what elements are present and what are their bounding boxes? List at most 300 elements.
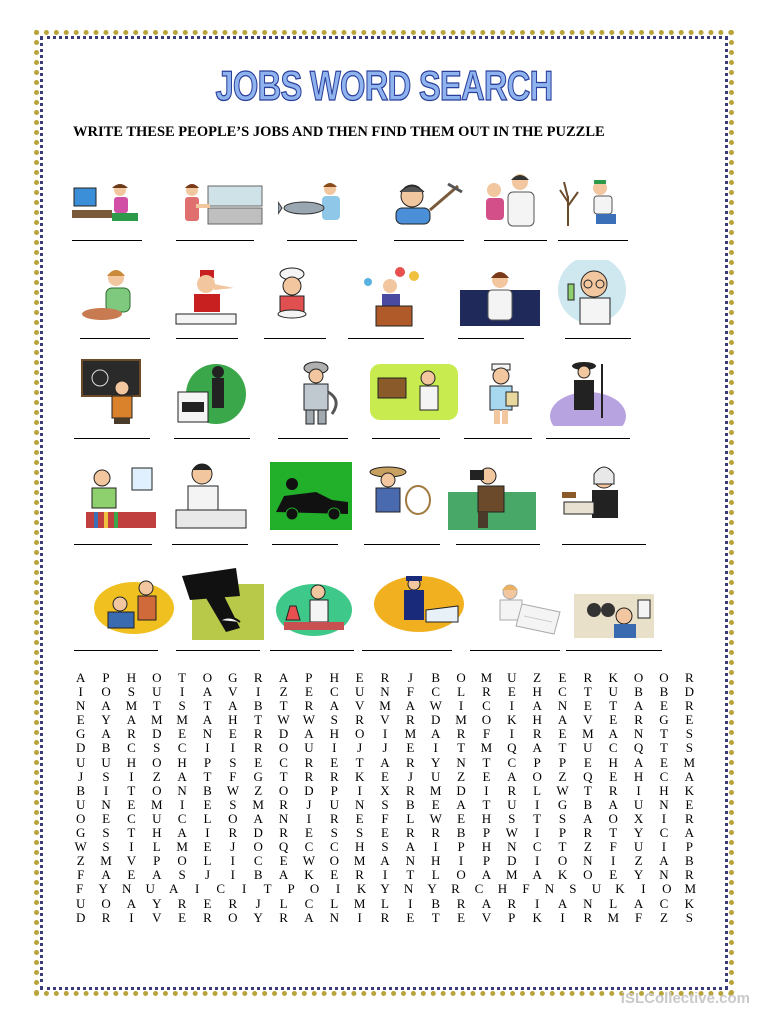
grid-letter[interactable]: E <box>254 754 263 770</box>
grid-letter[interactable]: P <box>508 909 516 925</box>
grid-letter[interactable]: K <box>356 881 367 897</box>
grid-letter[interactable]: N <box>659 867 669 883</box>
grid-letter[interactable]: G <box>557 796 568 812</box>
grid-letter[interactable]: T <box>659 726 668 742</box>
grid-letter[interactable]: D <box>152 726 162 742</box>
grid-letter[interactable]: C <box>127 740 136 756</box>
grid-letter[interactable]: S <box>229 796 237 812</box>
grid-letter[interactable]: H <box>152 825 162 841</box>
grid-letter[interactable]: P <box>558 825 567 841</box>
grid-letter[interactable]: D <box>456 782 466 798</box>
grid-letter[interactable]: L <box>533 782 542 798</box>
grid-letter[interactable]: U <box>152 684 162 700</box>
grid-letter[interactable]: R <box>380 670 390 685</box>
grid-letter[interactable]: V <box>228 684 238 700</box>
grid-letter[interactable]: I <box>357 909 362 925</box>
grid-letter[interactable]: D <box>684 684 694 700</box>
grid-letter[interactable]: A <box>278 867 289 883</box>
answer-line[interactable] <box>470 650 560 651</box>
grid-letter[interactable]: Q <box>507 740 517 756</box>
answer-line[interactable] <box>287 240 357 241</box>
grid-letter[interactable]: N <box>544 881 555 897</box>
grid-letter[interactable]: R <box>684 698 694 714</box>
grid-letter[interactable]: E <box>178 909 187 925</box>
grid-letter[interactable]: B <box>253 867 263 883</box>
grid-letter[interactable]: I <box>534 895 540 911</box>
grid-letter[interactable]: I <box>129 909 134 925</box>
grid-letter[interactable]: H <box>126 670 137 685</box>
grid-letter[interactable]: Y <box>427 881 437 897</box>
grid-letter[interactable]: O <box>456 867 466 883</box>
grid-letter[interactable]: S <box>102 839 110 855</box>
grid-letter[interactable]: I <box>661 839 667 855</box>
grid-letter[interactable]: J <box>78 768 84 784</box>
grid-letter[interactable]: U <box>507 796 517 812</box>
answer-line[interactable] <box>464 438 532 439</box>
grid-letter[interactable]: E <box>330 754 339 770</box>
grid-letter[interactable]: Y <box>101 712 111 728</box>
grid-letter[interactable]: R <box>583 909 593 925</box>
answer-line[interactable] <box>74 438 150 439</box>
grid-letter[interactable]: C <box>659 895 669 911</box>
grid-letter[interactable]: A <box>608 796 618 812</box>
grid-letter[interactable]: B <box>456 825 466 841</box>
grid-letter[interactable]: N <box>329 909 339 925</box>
grid-letter[interactable]: F <box>77 867 85 883</box>
grid-letter[interactable]: C <box>253 853 263 869</box>
grid-letter[interactable]: L <box>203 810 212 826</box>
grid-letter[interactable]: R <box>634 712 643 728</box>
answer-line[interactable] <box>562 544 646 545</box>
grid-letter[interactable]: K <box>608 670 618 685</box>
grid-letter[interactable]: W <box>277 712 290 728</box>
grid-letter[interactable]: R <box>431 825 441 841</box>
grid-letter[interactable]: E <box>203 796 212 812</box>
grid-letter[interactable]: N <box>557 698 568 714</box>
grid-letter[interactable]: T <box>431 909 440 925</box>
grid-letter[interactable]: R <box>355 867 364 883</box>
grid-letter[interactable]: E <box>203 895 212 911</box>
grid-letter[interactable]: Z <box>558 768 567 784</box>
grid-letter[interactable]: Z <box>279 684 288 700</box>
grid-letter[interactable]: A <box>253 810 263 826</box>
grid-letter[interactable]: K <box>354 768 365 784</box>
grid-letter[interactable]: G <box>659 712 669 728</box>
grid-letter[interactable]: E <box>558 726 567 742</box>
grid-letter[interactable]: O <box>659 670 669 685</box>
grid-letter[interactable]: A <box>684 768 694 784</box>
grid-letter[interactable]: M <box>176 839 188 855</box>
grid-letter[interactable]: K <box>532 909 542 925</box>
grid-letter[interactable]: C <box>507 754 517 770</box>
grid-letter[interactable]: M <box>684 881 697 897</box>
grid-letter[interactable]: P <box>685 839 693 855</box>
grid-letter[interactable]: J <box>382 740 388 756</box>
grid-letter[interactable]: V <box>126 853 137 869</box>
answer-line[interactable] <box>364 544 440 545</box>
grid-letter[interactable]: I <box>433 839 438 855</box>
grid-letter[interactable]: E <box>304 684 313 700</box>
grid-letter[interactable]: A <box>405 698 416 714</box>
grid-letter[interactable]: A <box>304 909 314 925</box>
grid-letter[interactable]: R <box>406 782 415 798</box>
grid-letter[interactable]: M <box>607 909 619 925</box>
grid-letter[interactable]: C <box>329 684 339 700</box>
grid-letter[interactable]: H <box>177 754 187 770</box>
grid-letter[interactable]: S <box>356 825 364 841</box>
grid-letter[interactable]: J <box>230 839 236 855</box>
grid-letter[interactable]: R <box>406 712 415 728</box>
grid-letter[interactable]: G <box>75 825 86 841</box>
grid-letter[interactable]: U <box>152 810 162 826</box>
grid-letter[interactable]: W <box>556 782 569 798</box>
grid-letter[interactable]: W <box>226 782 239 798</box>
grid-letter[interactable]: I <box>179 684 185 700</box>
grid-letter[interactable]: A <box>75 670 86 685</box>
grid-letter[interactable]: I <box>661 810 667 826</box>
grid-letter[interactable]: A <box>126 895 137 911</box>
grid-letter[interactable]: O <box>202 670 213 685</box>
grid-letter[interactable]: I <box>306 810 312 826</box>
grid-letter[interactable]: C <box>474 881 484 897</box>
grid-letter[interactable]: O <box>557 853 568 869</box>
grid-letter[interactable]: S <box>127 684 136 700</box>
grid-letter[interactable]: A <box>557 895 568 911</box>
grid-letter[interactable]: I <box>534 796 540 812</box>
grid-letter[interactable]: R <box>532 726 542 742</box>
grid-letter[interactable]: O <box>662 881 672 897</box>
grid-letter[interactable]: E <box>659 698 668 714</box>
grid-letter[interactable]: I <box>534 853 540 869</box>
grid-letter[interactable]: L <box>609 895 618 911</box>
grid-letter[interactable]: S <box>178 867 186 883</box>
grid-letter[interactable]: H <box>329 726 339 742</box>
grid-letter[interactable]: E <box>431 796 440 812</box>
grid-letter[interactable]: K <box>507 712 517 728</box>
grid-letter[interactable]: A <box>228 698 238 714</box>
grid-letter[interactable]: V <box>583 712 593 728</box>
grid-letter[interactable]: T <box>583 782 592 798</box>
grid-letter[interactable]: O <box>633 670 644 685</box>
grid-letter[interactable]: P <box>287 881 295 897</box>
grid-letter[interactable]: I <box>129 768 134 784</box>
grid-letter[interactable]: E <box>127 867 136 883</box>
grid-letter[interactable]: B <box>583 796 593 812</box>
grid-letter[interactable]: N <box>583 853 593 869</box>
grid-letter[interactable]: R <box>406 825 415 841</box>
grid-letter[interactable]: U <box>633 839 644 855</box>
grid-letter[interactable]: R <box>127 726 136 742</box>
grid-letter[interactable]: U <box>583 740 593 756</box>
grid-letter[interactable]: W <box>74 839 87 855</box>
answer-line[interactable] <box>394 240 464 241</box>
grid-letter[interactable]: H <box>431 853 441 869</box>
grid-letter[interactable]: R <box>253 740 263 756</box>
grid-letter[interactable]: E <box>102 810 111 826</box>
grid-letter[interactable]: O <box>532 768 542 784</box>
grid-letter[interactable]: P <box>305 670 313 685</box>
answer-line[interactable] <box>458 338 524 339</box>
grid-letter[interactable]: D <box>304 782 314 798</box>
grid-letter[interactable]: C <box>329 839 339 855</box>
grid-letter[interactable]: Z <box>583 839 592 855</box>
grid-letter[interactable]: G <box>228 670 238 685</box>
grid-letter[interactable]: A <box>431 726 441 742</box>
grid-letter[interactable]: Q <box>583 768 593 784</box>
grid-letter[interactable]: A <box>101 698 111 714</box>
answer-line[interactable] <box>174 438 250 439</box>
grid-letter[interactable]: I <box>408 895 413 911</box>
grid-letter[interactable]: R <box>684 810 694 826</box>
grid-letter[interactable]: C <box>659 768 669 784</box>
grid-letter[interactable]: E <box>685 796 694 812</box>
grid-letter[interactable]: S <box>569 881 577 897</box>
grid-letter[interactable]: W <box>302 712 316 728</box>
grid-letter[interactable]: L <box>406 810 415 826</box>
grid-letter[interactable]: V <box>380 712 390 728</box>
grid-letter[interactable]: T <box>558 740 567 756</box>
grid-letter[interactable]: J <box>357 740 363 756</box>
grid-letter[interactable]: A <box>659 853 669 869</box>
grid-letter[interactable]: T <box>203 768 212 784</box>
grid-letter[interactable]: K <box>304 867 314 883</box>
answer-line[interactable] <box>362 650 452 651</box>
grid-letter[interactable]: P <box>330 782 338 798</box>
answer-line[interactable] <box>176 650 260 651</box>
grid-letter[interactable]: R <box>406 754 415 770</box>
grid-letter[interactable]: D <box>507 853 517 869</box>
grid-letter[interactable]: S <box>685 726 693 742</box>
grid-letter[interactable]: I <box>509 698 514 714</box>
grid-letter[interactable]: I <box>335 881 341 897</box>
grid-letter[interactable]: O <box>354 726 365 742</box>
grid-letter[interactable]: A <box>168 881 179 897</box>
grid-letter[interactable]: P <box>203 754 212 770</box>
grid-letter[interactable]: S <box>685 740 693 756</box>
grid-letter[interactable]: R <box>507 895 517 911</box>
grid-letter[interactable]: E <box>355 810 364 826</box>
grid-letter[interactable]: S <box>178 698 186 714</box>
grid-letter[interactable]: T <box>609 698 618 714</box>
grid-letter[interactable]: K <box>684 895 694 911</box>
grid-letter[interactable]: C <box>279 754 288 770</box>
answer-line[interactable] <box>546 438 630 439</box>
grid-letter[interactable]: C <box>659 825 669 841</box>
grid-letter[interactable]: B <box>431 895 441 911</box>
grid-letter[interactable]: A <box>507 768 517 784</box>
grid-letter[interactable]: U <box>75 895 86 911</box>
grid-letter[interactable]: T <box>254 712 263 728</box>
grid-letter[interactable]: R <box>329 810 339 826</box>
grid-letter[interactable]: V <box>481 909 492 925</box>
grid-letter[interactable]: D <box>431 712 441 728</box>
grid-letter[interactable]: O <box>608 810 618 826</box>
grid-letter[interactable]: O <box>278 740 289 756</box>
grid-letter[interactable]: N <box>202 726 213 742</box>
grid-letter[interactable]: U <box>507 670 517 685</box>
grid-letter[interactable]: R <box>177 895 187 911</box>
grid-letter[interactable]: U <box>75 796 86 812</box>
grid-letter[interactable]: A <box>101 726 111 742</box>
grid-letter[interactable]: R <box>101 909 111 925</box>
grid-letter[interactable]: R <box>228 825 238 841</box>
grid-letter[interactable]: B <box>203 782 212 798</box>
grid-letter[interactable]: R <box>456 726 466 742</box>
grid-letter[interactable]: Z <box>152 768 161 784</box>
grid-letter[interactable]: X <box>633 810 644 826</box>
grid-letter[interactable]: E <box>355 670 364 685</box>
grid-letter[interactable]: N <box>507 839 517 855</box>
grid-letter[interactable]: E <box>482 768 491 784</box>
grid-letter[interactable]: Z <box>457 768 466 784</box>
grid-letter[interactable]: I <box>103 782 109 798</box>
grid-letter[interactable]: S <box>153 740 161 756</box>
grid-letter[interactable]: L <box>330 895 339 911</box>
grid-letter[interactable]: O <box>75 810 86 826</box>
grid-letter[interactable]: J <box>255 895 261 911</box>
grid-letter[interactable]: E <box>76 712 85 728</box>
grid-letter[interactable]: F <box>381 810 389 826</box>
grid-letter[interactable]: R <box>608 782 618 798</box>
grid-letter[interactable]: M <box>506 867 518 883</box>
grid-letter[interactable]: P <box>533 754 541 770</box>
grid-letter[interactable]: S <box>229 754 237 770</box>
grid-letter[interactable]: T <box>127 782 136 798</box>
grid-letter[interactable]: I <box>560 909 565 925</box>
grid-letter[interactable]: I <box>129 839 134 855</box>
grid-letter[interactable]: O <box>583 867 593 883</box>
grid-letter[interactable]: A <box>177 768 187 784</box>
grid-letter[interactable]: A <box>405 839 416 855</box>
grid-letter[interactable]: R <box>456 895 466 911</box>
grid-letter[interactable]: A <box>126 712 137 728</box>
answer-line[interactable] <box>176 338 238 339</box>
grid-letter[interactable]: I <box>256 684 261 700</box>
grid-letter[interactable]: B <box>253 698 263 714</box>
answer-line[interactable] <box>270 650 354 651</box>
grid-letter[interactable]: Y <box>152 895 162 911</box>
answer-line[interactable] <box>176 240 254 241</box>
grid-letter[interactable]: I <box>230 867 235 883</box>
grid-letter[interactable]: A <box>481 895 492 911</box>
grid-letter[interactable]: A <box>532 740 542 756</box>
answer-line[interactable] <box>272 544 338 545</box>
grid-letter[interactable]: D <box>75 909 86 925</box>
word-search-grid[interactable] <box>68 671 702 925</box>
grid-letter[interactable]: H <box>329 670 339 685</box>
grid-letter[interactable]: O <box>228 909 238 925</box>
grid-letter[interactable]: C <box>177 740 187 756</box>
grid-letter[interactable]: J <box>407 670 413 685</box>
grid-letter[interactable]: O <box>309 881 320 897</box>
grid-letter[interactable]: R <box>279 796 288 812</box>
grid-letter[interactable]: T <box>533 810 542 826</box>
grid-letter[interactable]: I <box>636 782 641 798</box>
grid-letter[interactable]: Q <box>633 740 644 756</box>
grid-letter[interactable]: T <box>482 796 491 812</box>
answer-line[interactable] <box>566 650 662 651</box>
grid-letter[interactable]: V <box>152 909 162 925</box>
grid-letter[interactable]: L <box>381 895 389 911</box>
grid-letter[interactable]: P <box>558 754 567 770</box>
grid-letter[interactable]: P <box>457 839 465 855</box>
grid-letter[interactable]: O <box>152 670 162 685</box>
grid-letter[interactable]: O <box>101 895 111 911</box>
grid-letter[interactable]: A <box>329 698 339 714</box>
grid-letter[interactable]: E <box>279 853 288 869</box>
grid-letter[interactable]: O <box>152 754 162 770</box>
grid-letter[interactable]: O <box>101 684 111 700</box>
grid-letter[interactable]: Y <box>98 881 108 897</box>
grid-letter[interactable]: H <box>497 881 508 897</box>
grid-letter[interactable]: U <box>329 796 339 812</box>
grid-letter[interactable]: F <box>609 839 617 855</box>
grid-letter[interactable]: C <box>608 740 618 756</box>
grid-letter[interactable]: O <box>329 853 339 869</box>
grid-letter[interactable]: C <box>532 839 542 855</box>
grid-letter[interactable]: M <box>252 796 264 812</box>
grid-letter[interactable]: R <box>482 684 491 700</box>
answer-line[interactable] <box>278 438 348 439</box>
grid-letter[interactable]: Z <box>533 670 542 685</box>
grid-letter[interactable]: A <box>684 825 694 841</box>
grid-letter[interactable]: D <box>253 825 263 841</box>
grid-letter[interactable]: A <box>304 726 314 742</box>
grid-letter[interactable]: H <box>532 684 542 700</box>
grid-letter[interactable]: N <box>75 698 86 714</box>
grid-letter[interactable]: A <box>557 712 568 728</box>
grid-letter[interactable]: R <box>304 768 314 784</box>
grid-letter[interactable]: R <box>684 670 694 685</box>
grid-letter[interactable]: E <box>304 825 313 841</box>
grid-letter[interactable]: S <box>508 810 516 826</box>
grid-letter[interactable]: L <box>457 684 466 700</box>
answer-line[interactable] <box>74 650 158 651</box>
grid-letter[interactable]: B <box>406 796 415 812</box>
grid-letter[interactable]: S <box>102 825 110 841</box>
grid-letter[interactable]: A <box>532 698 542 714</box>
grid-letter[interactable]: Z <box>76 853 85 869</box>
grid-letter[interactable]: E <box>609 712 618 728</box>
grid-letter[interactable]: M <box>404 726 417 742</box>
answer-line[interactable] <box>264 338 326 339</box>
grid-letter[interactable]: S <box>381 796 389 812</box>
grid-letter[interactable]: K <box>557 867 568 883</box>
grid-letter[interactable]: J <box>407 768 413 784</box>
grid-letter[interactable]: R <box>355 712 364 728</box>
grid-letter[interactable]: M <box>353 895 366 911</box>
grid-letter[interactable]: E <box>127 796 136 812</box>
grid-letter[interactable]: F <box>482 726 491 742</box>
grid-letter[interactable]: J <box>204 867 210 883</box>
grid-letter[interactable]: T <box>406 867 415 883</box>
grid-letter[interactable]: I <box>179 796 185 812</box>
grid-letter[interactable]: I <box>641 881 646 897</box>
grid-letter[interactable]: O <box>481 712 492 728</box>
grid-letter[interactable]: E <box>659 754 668 770</box>
grid-letter[interactable]: M <box>176 712 188 728</box>
grid-letter[interactable]: T <box>583 684 592 700</box>
grid-letter[interactable]: H <box>608 754 618 770</box>
grid-letter[interactable]: N <box>354 796 365 812</box>
grid-letter[interactable]: E <box>583 698 592 714</box>
grid-letter[interactable]: U <box>304 740 314 756</box>
grid-letter[interactable]: U <box>75 754 86 770</box>
grid-letter[interactable]: O <box>152 782 162 798</box>
grid-letter[interactable]: I <box>230 740 235 756</box>
grid-letter[interactable]: N <box>456 754 466 770</box>
grid-letter[interactable]: E <box>228 726 237 742</box>
